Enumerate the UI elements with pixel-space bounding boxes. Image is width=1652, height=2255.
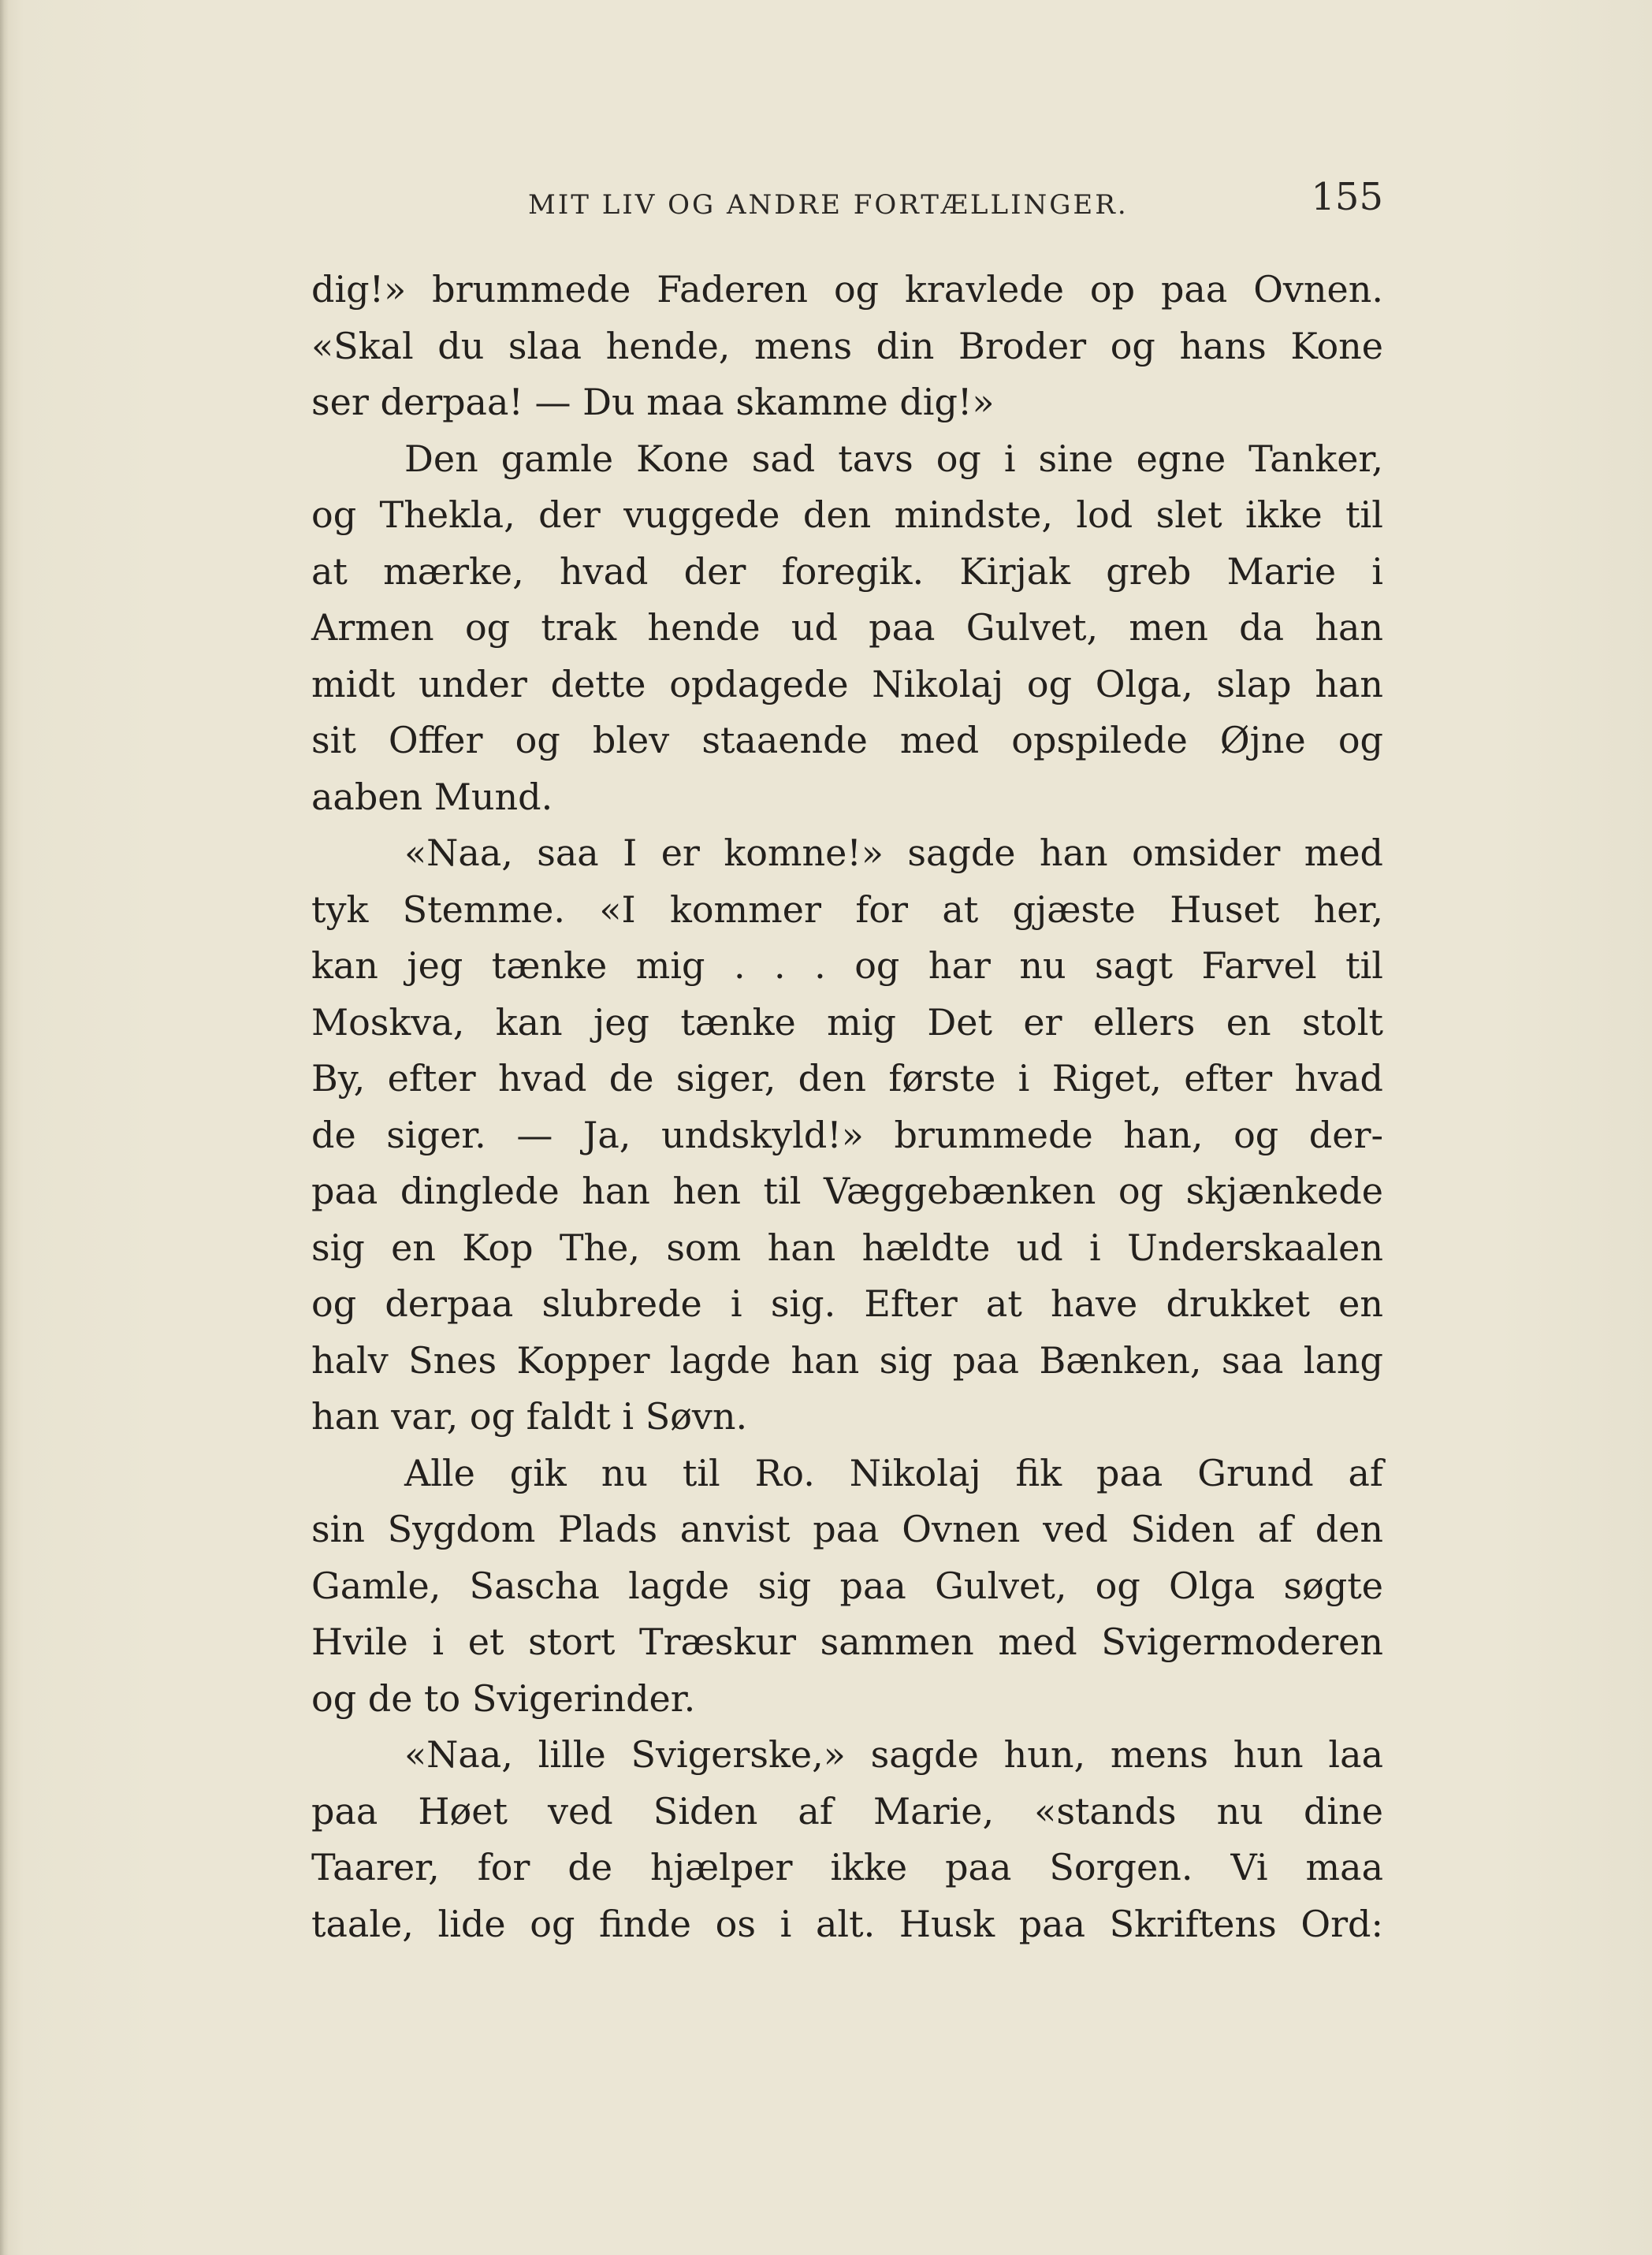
text-line: «Skal du slaa hende, mens din Broder og hans Kone: [311, 324, 1383, 367]
text-line: paa Høet ved Siden af Marie, «stands nu dine: [311, 1789, 1383, 1833]
text-line: «Naa, saa I er komne!» sagde han omsider med: [404, 832, 1383, 874]
text-line: kan jeg tænke mig . . . og har nu sagt Farvel til: [311, 944, 1383, 987]
text-line: «Naa, lille Svigerske,» sagde hun, mens hun laa: [404, 1733, 1383, 1776]
text-line: han var, og faldt i Søvn.: [311, 1395, 748, 1438]
text-line: ser derpaa! — Du maa skamme dig!»: [311, 381, 995, 423]
text-line: Armen og trak hende ud paa Gulvet, men da han: [311, 606, 1383, 649]
page-edge-shadow: [0, 0, 9, 2255]
text-line: dig!» brummede Faderen og kravlede op paa Ovnen.: [311, 268, 1383, 311]
text-line: By, efter hvad de siger, den første i Riget, efter hvad: [311, 1057, 1383, 1100]
page-number: 155: [1311, 175, 1383, 219]
body-text: [311, 262, 1383, 1952]
text-line: sit Offer og blev staaende med opspilede Øjne og: [311, 719, 1383, 761]
text-line: og Thekla, der vuggede den mindste, lod slet ikke til: [311, 493, 1383, 536]
text-line: og de to Svigerinder.: [311, 1676, 696, 1720]
text-line: Hvile i et stort Træskur sammen med Svigermoderen: [311, 1621, 1383, 1663]
text-line: aaben Mund.: [311, 775, 553, 818]
text-line: taale, lide og finde os i alt. Husk paa Skriftens Ord:: [311, 1902, 1383, 1945]
text-line: Den gamle Kone sad tavs og i sine egne Tanker,: [404, 437, 1383, 480]
text-line: sin Sygdom Plads anvist paa Ovnen ved Siden af den: [311, 1508, 1383, 1550]
page-header: [311, 175, 1383, 222]
text-line: og derpaa slubrede i sig. Efter at have drukket en: [311, 1282, 1383, 1325]
text-line: paa dinglede han hen til Væggebænken og skjænkede: [311, 1170, 1383, 1212]
text-line: Moskva, kan jeg tænke mig Det er ellers en stolt: [311, 1000, 1383, 1044]
text-line: Gamle, Sascha lagde sig paa Gulvet, og Olga søgte: [311, 1564, 1383, 1607]
text-line: tyk Stemme. «I kommer for at gjæste Huset her,: [311, 887, 1383, 931]
text-line: sig en Kop The, som han hældte ud i Underskaalen: [311, 1226, 1383, 1269]
text-line: halv Snes Kopper lagde han sig paa Bænken, saa lang: [311, 1338, 1383, 1382]
text-line: de siger. — Ja, undskyld!» brummede han, og der-: [311, 1113, 1383, 1156]
text-line: at mærke, hvad der foregik. Kirjak greb Marie i: [311, 549, 1383, 593]
text-line: midt under dette opdagede Nikolaj og Olga, slap han: [311, 662, 1383, 705]
running-title: MIT LIV OG ANDRE FORTÆLLINGER.: [528, 189, 1129, 221]
text-line: Taarer, for de hjælper ikke paa Sorgen. Vi maa: [311, 1846, 1383, 1888]
text-line: Alle gik nu til Ro. Nikolaj fik paa Grund af: [404, 1451, 1383, 1494]
